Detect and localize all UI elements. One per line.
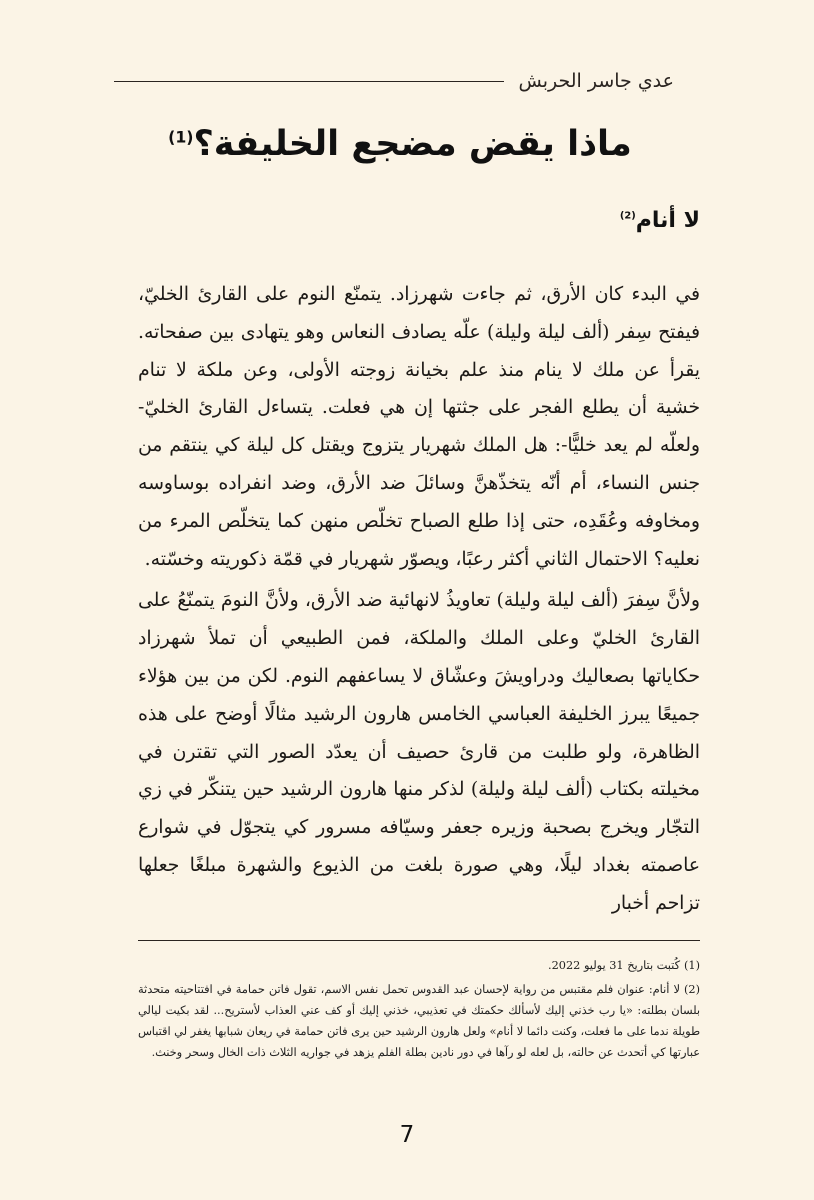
footnotes [138,955,700,1066]
chapter-title [100,124,700,164]
section-title [620,208,700,233]
footnote-2 [138,979,700,1063]
page-number: 7 [399,1122,415,1148]
footnote-text: كُتبت بتاريخ 31 يوليو 2022. [548,959,680,972]
footnote-separator [138,940,700,941]
footnote-1 [138,955,700,976]
section-title-text: لا أنام [635,208,700,233]
footnote-number: (1) [683,959,700,972]
author-name: عدي جاسر الحربش [518,70,674,92]
paragraph-1: في البدء كان الأرق، ثم جاءت شهرزاد. يتمنّع النوم على القارئ الخليّ، فيفتح سِفر (ألف ليلة وليلة) علّه يصادف النعاس وهو يتهادى بين صفحاته. يقرأ عن ملك لا ينام منذ علم بخيانة زوجته الأولى، وعن ملكة لا تنام خشية أن يطلع الفجر على جثتها إن هي فعلت. يتساءل القارئ الخليّ-ولعلّه لم يعد خليًّا-: هل الملك شهريار يتزوج ويقتل كل ليلة كي ينتقم من جنس النساء، أم أنّه يتخذّهنَّ وسائلَ ضد الأرق، وضد انفراده بوساوسه ومخاوفه وعُقَدِه، حتى إذا طلع الصباح تخلّص منهن كما يتخلّص المرء من نعليه؟ الاحتمال الثاني أكثر رعبًا، ويصوّر شهريار في قمّة ذكوريته وخسّته. [138,284,700,570]
running-header [114,70,674,92]
footnote-number: (2) [683,983,700,996]
chapter-title-text: ماذا يقض مضجع الخليفة؟ [193,124,632,164]
header-rule [114,81,504,82]
footnote-text: لا أنام: عنوان فلم مقتبس من رواية لإحسان عبد القدوس تحمل نفس الاسم، تقول فاتن حمامة في افتتاحيته متحدثة بلسان بطلته: «يا رب خذني إليك لأسألك حكمتك في تعذيبي، خذني إليك أو كف عني العذاب لأستريح... لقد بكيت ليالي طويلة ندما على ما فعلت، وكنت دائما لا أنام» ولعل هارون الرشيد حين يرى فاتن حمامة في ريعان شبابها يغفر لي اقتباس عبارتها كي أتحدث عن حالته، بل لعله لو رآها في دور نادين بطلة الفلم يزهد في جواريه الثلاث ذات الخال وسحر وخنث. [138,983,700,1059]
chapter-footnote-ref[interactable]: (1) [168,127,194,147]
section-footnote-ref[interactable]: (2) [619,210,636,222]
paragraph-2: ولأنَّ سِفرَ (ألف ليلة وليلة) تعاويذُ لانهائية ضد الأرق، ولأنَّ النومَ يتمنّعُ على القارئ الخليّ وعلى الملك والملكة، فمن الطبيعي أن تملأ شهرزاد حكاياتها بصعاليك ودراويشَ وعشّاق لا يساعفهم النوم. لكن من بين هؤلاء جميعًا يبرز الخليفة العباسي الخامس هارون الرشيد مثالًا أوضح على هذه الظاهرة، ولو طلبت من قارئ حصيف أن يعدّد الصور التي تقترن في مخيلته بكتاب (ألف ليلة وليلة) لذكر منها هارون الرشيد حين يتنكّر في زي التجّار ويخرج بصحبة وزيره جعفر وسيّافه مسرور كي يتجوّل في شوارع عاصمته بغداد ليلًا، وهي صورة بلغت من الذيوع والشهرة مبلغًا جعلها تزاحم أخبار [138,590,700,914]
body-text [138,276,700,927]
